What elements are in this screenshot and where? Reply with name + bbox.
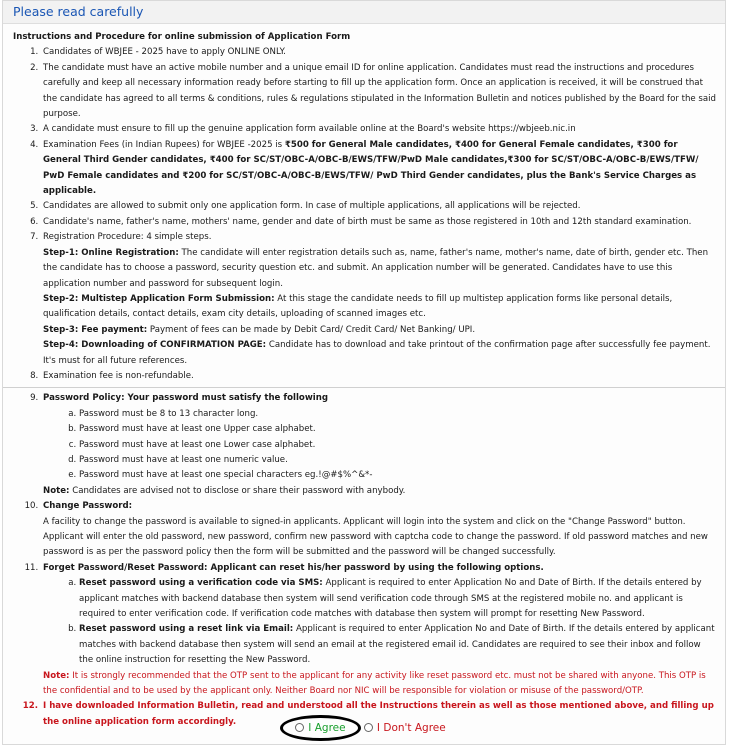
note-label: Note:	[43, 485, 70, 496]
instruction-text: A candidate must ensure to fill up the genuine application form available online at the Board's website https://wbjeeb.nic.in	[43, 124, 576, 135]
instruction-item-fees	[41, 138, 717, 200]
agreement-options	[3, 715, 725, 739]
agree-highlight	[280, 715, 360, 741]
agree-radio[interactable]	[295, 723, 304, 732]
step-1-text: The candidate will enter registration details such as, name, father's name, mother's name, date of birth, gender etc. Then the candidate has to choose a password, security question etc. and submit. An application number will be generated. Candidates have to use this application number and password for subsequent login.	[43, 247, 709, 289]
change-password-title: Change Password:	[43, 501, 133, 512]
step-2-label: Step-2: Multistep Application Form Submission:	[43, 293, 275, 304]
agree-label[interactable]: I Agree	[308, 722, 346, 734]
instruction-item-registration	[41, 230, 717, 369]
password-policy-title: Password Policy: Your password must satisfy the following	[43, 393, 328, 404]
instruction-item	[41, 61, 717, 123]
instruction-item-change-password	[41, 499, 717, 561]
otp-note-label: Note:	[43, 670, 70, 681]
reset-option-email	[79, 622, 717, 668]
section-title: Instructions and Procedure for online submission of Application Form	[13, 32, 351, 42]
panel-title: Please read carefully	[3, 1, 725, 24]
step-3-label: Step-3: Fee payment:	[43, 324, 148, 335]
instructions-panel	[2, 0, 726, 745]
instruction-item	[41, 122, 717, 137]
step-1-label: Step-1: Online Registration:	[43, 247, 179, 258]
note-text: Candidates are advised not to disclose or share their password with anybody.	[69, 485, 406, 496]
step-3-text: Payment of fees can be made by Debit Card/ Credit Card/ Net Banking/ UPI.	[147, 324, 476, 335]
step-3	[43, 323, 717, 338]
reset-password-title: Forget Password/Reset Password: Applicant can reset his/her password by using the following options.	[43, 562, 544, 573]
password-rule: d. Password must have at least one numeric value.	[79, 453, 717, 468]
password-rule: b. Password must have at least one Upper case alphabet.	[79, 422, 717, 437]
password-rule: a. Password must be 8 to 13 character long.	[79, 407, 717, 422]
reset-email-text: Applicant is required to enter Application No and Date of Birth. If the details entered by applicant matches with backend database then system will send an email at the registered email id. Candidates are required to see their inbox and follow the online instruction for resetting the New Password.	[79, 624, 715, 666]
instruction-text: Candidates are allowed to submit only one application form. In case of multiple applications, all applications will be rejected.	[43, 201, 581, 212]
reset-email-label: Reset password using a reset link via Email:	[79, 624, 294, 635]
instruction-item-reset-password	[41, 561, 717, 700]
instructions-list	[13, 45, 717, 384]
step-4-label: Step-4: Downloading of CONFIRMATION PAGE:	[43, 340, 267, 351]
fees-details: ₹500 for General Male candidates, ₹400 for General Female candidates, ₹300 for General Third Gender candidates, ₹400 for SC/ST/OBC-A/OBC-B/EWS/TFW/PwD Male candidates,₹300 for SC/ST/OBC-A/OBC-B/EWS/TFW/ PwD Female candidates and ₹200 for SC/ST/OBC-A/OBC-B/EWS/TFW/ PwD Third Gender candidates, plus the Bank's Service Charges as applicable.	[43, 139, 699, 197]
instruction-item	[41, 215, 717, 230]
declaration-text: I have downloaded Information Bulletin, read and understood all the Instructions therein as well as those mentioned above, and filling up the online application form accordingly.	[43, 701, 714, 727]
instructions-content	[3, 24, 725, 730]
disagree-radio-option[interactable]	[364, 722, 446, 734]
step-2	[43, 292, 717, 323]
reset-sms-label: Reset password using a verification code via SMS:	[79, 578, 323, 589]
otp-note-text: It is strongly recommended that the OTP sent to the applicant for any activity like reset password etc. must not be shared with anyone. This OTP is the confidential and to be used by the applicant only. Neither Board nor NIC will be responsible for violation or misuse of the password/OTP.	[43, 670, 706, 697]
registration-title: Registration Procedure: 4 simple steps.	[43, 232, 212, 243]
step-2-text: At this stage the candidate needs to fill up multistep application forms like personal details, qualification details, contact details, exam city details, uploading of scanned images etc.	[43, 293, 673, 320]
instruction-text: Candidate's name, father's name, mothers' name, gender and date of birth must be same as those registered in 10th and 12th standard examination.	[43, 216, 692, 227]
reset-options	[43, 576, 717, 668]
instruction-item	[41, 369, 717, 384]
instruction-item	[41, 45, 717, 60]
instruction-item-password-policy	[41, 391, 717, 499]
disagree-label[interactable]: I Don't Agree	[376, 722, 446, 734]
instruction-text: Examination fee is non-refundable.	[43, 370, 194, 381]
agree-radio-option[interactable]	[295, 722, 345, 734]
divider	[3, 387, 725, 388]
instruction-item	[41, 199, 717, 214]
instructions-list-continued	[13, 391, 717, 730]
password-note	[43, 484, 717, 499]
password-rule: e. Password must have at least one special characters eg.!@#$%^&*-	[79, 468, 717, 483]
reset-option-sms	[79, 576, 717, 622]
step-4	[43, 338, 717, 369]
disagree-radio[interactable]	[364, 723, 373, 732]
otp-note	[43, 669, 717, 700]
instruction-text: Candidates of WBJEE - 2025 have to apply ONLINE ONLY.	[43, 47, 286, 58]
password-rule: c. Password must have at least one Lower case alphabet.	[79, 438, 717, 453]
step-1	[43, 246, 717, 292]
password-rules	[43, 407, 717, 484]
reset-sms-text: Applicant is required to enter Application No and Date of Birth. If the details entered by applicant matches with backend database then system will send verification code through SMS at the registered mobile no. and applicant is required to enter verification code. If verification code matches with database then system will prompt for resetting New Password.	[79, 578, 702, 620]
instruction-text: The candidate must have an active mobile number and a unique email ID for online application. Candidates must read the instructions and procedures carefully and keep all necessary information ready before starting to fill up the application form. Once an application is received, it will be construed that the candidate has agreed to all terms & conditions, rules & regulations stipulated in the Information Bulletin and notices published by the Board for the said purpose.	[43, 62, 717, 120]
change-password-text: A facility to change the password is available to signed-in applicants. Applicant will login into the system and click on the "Change Password" button. Applicant will enter the old password, new password, confirm new password with captcha code to change the password. If old password matches and new password is as per the password policy then the form will be submitted and the password will be changed successfully.	[43, 516, 708, 558]
fees-prefix: Examination Fees (in Indian Rupees) for WBJEE -2025 is	[43, 139, 285, 150]
step-4-text: Candidate has to download and take printout of the confirmation page after successfully fee payment. It's must for all future references.	[43, 340, 711, 366]
